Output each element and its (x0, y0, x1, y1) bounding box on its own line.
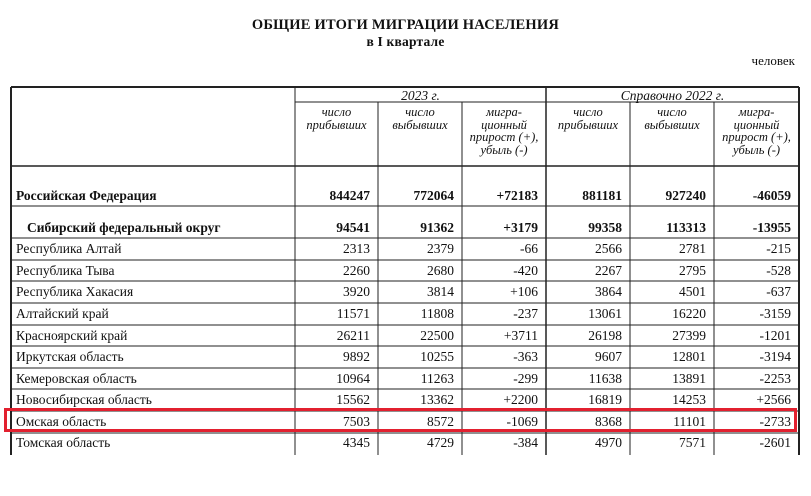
row-name: Кемеровская область (16, 371, 137, 386)
row-value: 2313 (343, 241, 370, 256)
row-value: 2267 (595, 263, 622, 278)
row-value: 26211 (336, 328, 370, 343)
row-value: 7503 (343, 414, 370, 429)
row-value: +2200 (503, 392, 538, 407)
row-value: 94541 (336, 220, 370, 235)
row-value: 11571 (336, 306, 370, 321)
row-name: Иркутская область (16, 349, 124, 364)
row-value: -299 (513, 371, 538, 386)
row-value: 4970 (595, 435, 622, 450)
row-name: Сибирский федеральный округ (27, 220, 221, 235)
row-value: 113313 (666, 220, 706, 235)
row-value: -2253 (759, 371, 791, 386)
row-name: Алтайский край (16, 306, 109, 321)
row-value: -637 (766, 284, 791, 299)
row-value: +72183 (496, 188, 538, 203)
row-value: 13362 (420, 392, 454, 407)
row-value: 11101 (673, 414, 706, 429)
row-value: -1201 (759, 328, 791, 343)
row-value: 2680 (427, 263, 454, 278)
page-title: ОБЩИЕ ИТОГИ МИГРАЦИИ НАСЕЛЕНИЯ (251, 17, 560, 33)
row-name: Красноярский край (16, 328, 128, 343)
row-value: 2260 (343, 263, 370, 278)
unit-label: человек (751, 53, 795, 68)
col-header-departed-2022: число выбывших (644, 105, 700, 132)
row-name: Республика Алтай (16, 241, 122, 256)
row-value: 10964 (336, 371, 370, 386)
row-value: -2601 (759, 435, 791, 450)
row-value: 11263 (420, 371, 454, 386)
row-value: 14253 (672, 392, 706, 407)
col-header-net-2023: мигра- ционный прирост (+), убыль (-) (469, 105, 539, 157)
row-name: Российская Федерация (16, 188, 157, 203)
row-value: -237 (513, 306, 538, 321)
row-value: 4345 (343, 435, 370, 450)
row-value: 27399 (672, 328, 706, 343)
row-value: 2566 (595, 241, 622, 256)
row-value: 4729 (427, 435, 454, 450)
row-value: +106 (510, 284, 538, 299)
row-value: 8572 (427, 414, 454, 429)
row-value: -46059 (752, 188, 791, 203)
row-value: 4501 (679, 284, 706, 299)
row-value: 3814 (427, 284, 454, 299)
row-name: Омская область (16, 414, 107, 429)
row-value: 9607 (595, 349, 622, 364)
row-value: +3711 (503, 328, 538, 343)
row-value: 844247 (329, 188, 370, 203)
row-value: 7571 (679, 435, 706, 450)
row-value: +3179 (503, 220, 538, 235)
row-value: -2733 (759, 414, 791, 429)
row-value: 15562 (336, 392, 370, 407)
page-subtitle: в I квартале (366, 34, 445, 49)
row-value: 13061 (588, 306, 622, 321)
row-value: -13955 (752, 220, 791, 235)
row-value: 3920 (343, 284, 370, 299)
row-value: 3864 (595, 284, 622, 299)
col-header-departed-2023: число выбывших (392, 105, 448, 132)
row-name: Новосибирская область (16, 392, 152, 407)
row-value: 927240 (665, 188, 706, 203)
row-value: 13891 (672, 371, 706, 386)
year-header-2023: 2023 г. (401, 88, 440, 103)
row-value: -384 (513, 435, 538, 450)
col-header-arrived-2023: число прибывших (306, 105, 367, 132)
row-value: 10255 (420, 349, 454, 364)
row-name: Томская область (16, 435, 111, 450)
row-value: 99358 (588, 220, 622, 235)
row-value: -420 (513, 263, 538, 278)
row-value: 772064 (413, 188, 454, 203)
row-value: -363 (513, 349, 538, 364)
col-header-arrived-2022: число прибывших (557, 105, 619, 132)
row-value: 2795 (679, 263, 706, 278)
year-header-2022: Справочно 2022 г. (620, 88, 725, 103)
row-value: 2379 (427, 241, 454, 256)
row-value: -66 (520, 241, 538, 256)
row-value: 16819 (588, 392, 622, 407)
row-value: 26198 (588, 328, 622, 343)
row-value: -1069 (506, 414, 538, 429)
row-value: -3194 (759, 349, 791, 364)
row-value: -3159 (759, 306, 791, 321)
row-value: +2566 (756, 392, 791, 407)
col-header-net-2022: мигра- ционный прирост (+), убыль (-) (722, 105, 791, 157)
row-value: 91362 (420, 220, 454, 235)
row-value: 11808 (420, 306, 454, 321)
row-value: 8368 (595, 414, 622, 429)
row-value: 9892 (343, 349, 370, 364)
row-value: 11638 (588, 371, 622, 386)
row-value: 881181 (582, 188, 622, 203)
row-name: Республика Тыва (16, 263, 115, 278)
row-value: 16220 (672, 306, 706, 321)
row-value: -528 (766, 263, 791, 278)
row-value: 22500 (420, 328, 454, 343)
row-value: 2781 (679, 241, 706, 256)
row-name: Республика Хакасия (16, 284, 134, 299)
row-value: 12801 (672, 349, 706, 364)
row-value: -215 (766, 241, 791, 256)
highlight-box (4, 408, 797, 432)
